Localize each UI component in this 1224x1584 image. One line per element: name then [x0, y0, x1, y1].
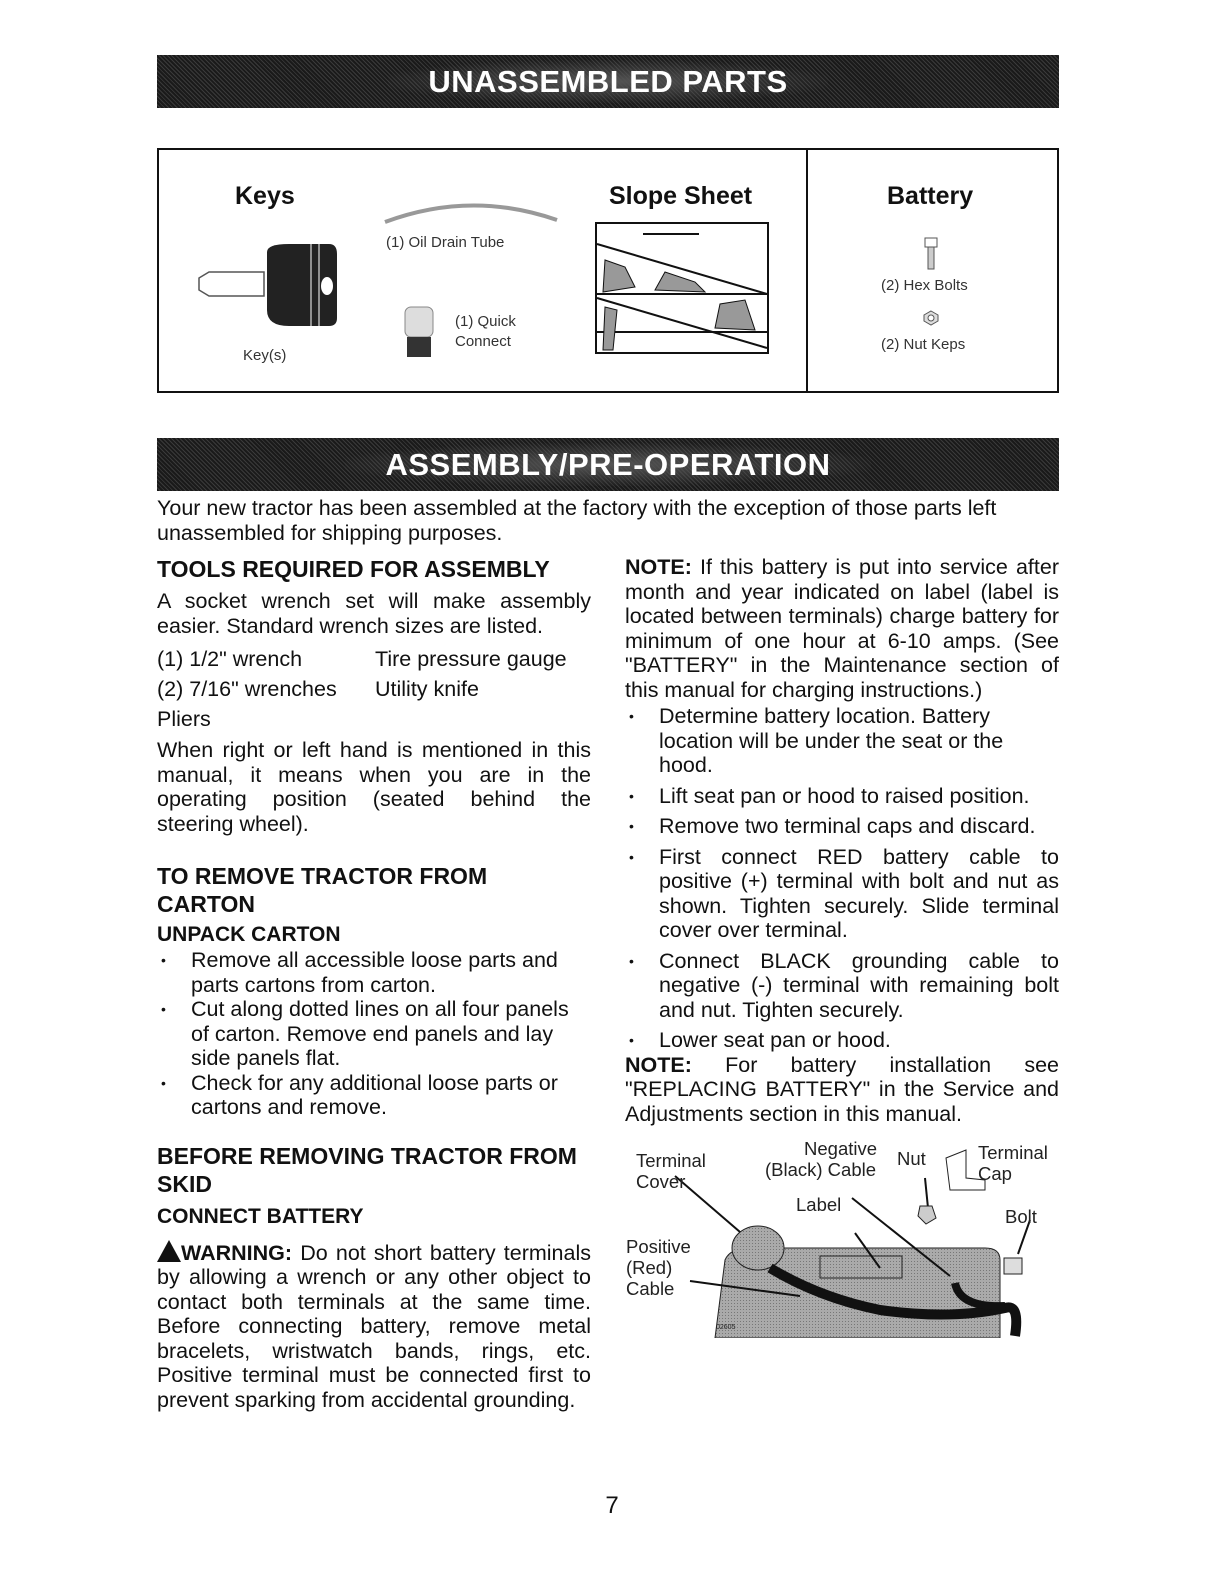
warning-paragraph — [157, 1240, 591, 1413]
note-1 — [625, 555, 1059, 702]
oil-drain-tube-icon — [381, 200, 561, 230]
terminal-cap-label — [978, 1142, 1048, 1184]
left-column — [157, 555, 591, 1412]
tool-item: Tire pressure gauge — [375, 647, 567, 671]
banner-title: ASSEMBLY/PRE-OPERATION — [345, 443, 870, 486]
tools-list — [157, 644, 591, 734]
unpack-list — [157, 948, 591, 1120]
figure-code: 02605 — [716, 1324, 736, 1331]
banner-title: UNASSEMBLED PARTS — [388, 60, 827, 103]
list-item: • Connect BLACK grounding cable to negative (-) terminal with remaining bolt and nut. Tighten securely. — [625, 949, 1059, 1023]
page-number: 7 — [605, 1492, 619, 1519]
nut-label: Nut — [897, 1148, 926, 1169]
unpack-heading: UNPACK CARTON — [157, 923, 341, 946]
connect-heading: CONNECT BATTERY — [157, 1204, 364, 1228]
list-item: • Check for any additional loose parts or cartons and remove. — [157, 1071, 591, 1120]
section-banner-unassembled-parts — [157, 55, 1059, 108]
label-line: Cable — [626, 1278, 675, 1299]
positive-cable-label — [626, 1236, 691, 1299]
divider — [806, 150, 808, 391]
tool-item: Utility knife — [375, 677, 479, 701]
battery-diagram — [620, 1138, 1060, 1338]
tool-item: (1) 1/2" wrench — [157, 647, 303, 671]
section-banner-assembly — [157, 438, 1059, 491]
before-heading: BEFORE REMOVING TRACTOR FROM SKID — [157, 1142, 577, 1197]
hex-bolts-label: (2) Hex Bolts — [881, 277, 968, 294]
terminal-cover-label — [636, 1150, 706, 1192]
hand-text: When right or left hand is mentioned in this manual, it means when you are in the operating position (seated behind the steering wheel). — [157, 738, 591, 836]
tools-text: A socket wrench set will make assembly easier. Standard wrench sizes are listed. — [157, 589, 591, 638]
label-label: Label — [796, 1194, 842, 1215]
list-item: • First connect RED battery cable to positive (+) terminal with bolt and nut as shown. Tighten securely. Slide terminal cover over terminal. — [625, 845, 1059, 943]
label-line: (Black) Cable — [764, 1159, 877, 1180]
warning-label: WARNING: — [181, 1240, 293, 1265]
warning-text: Do not short battery terminals by allowing a wrench or any other object to contact both terminals at the same time. Before connecting battery, remove metal bracelets, wristwatch bands, rings, etc. Positive terminal must be connected first to prevent sparking from accidental grounding. — [157, 1240, 591, 1412]
label-line: Positive — [626, 1236, 691, 1257]
key-icon — [189, 240, 349, 330]
key-label: Key(s) — [243, 347, 287, 364]
keys-heading: Keys — [235, 182, 295, 210]
label-line: Terminal — [978, 1142, 1048, 1163]
label-line: Terminal — [636, 1150, 706, 1171]
slope-sheet-heading: Slope Sheet — [609, 182, 753, 210]
label-line: (1) Quick — [455, 313, 516, 330]
list-item: • Lift seat pan or hood to raised position. — [625, 784, 1059, 809]
note-text: For battery installation see "REPLACING BATTERY" in the Service and Adjustments section in this manual. — [625, 1052, 1059, 1126]
battery-heading: Battery — [887, 182, 974, 210]
unassembled-parts-box — [157, 148, 1059, 393]
list-item: • Determine battery location. Battery location will be under the seat or the hood. — [625, 704, 1059, 778]
note-text: If this battery is put into service after month and year indicated on label (label is located between terminals) charge battery for minimum of one hour at 6-10 amps. (See "BATTERY" in the Maintenance section of this manual for charging instructions.) — [625, 555, 1059, 702]
list-item: • Lower seat pan or hood. — [625, 1028, 1059, 1053]
warning-icon — [157, 1240, 181, 1262]
slope-sheet-image — [595, 222, 769, 354]
battery-steps — [625, 704, 1059, 1053]
nut-keps-icon — [923, 310, 939, 326]
tool-item: (2) 7/16" wrenches — [157, 677, 337, 701]
label-line: Connect — [455, 333, 511, 350]
label-line: Cap — [978, 1163, 1012, 1184]
bolt-label: Bolt — [1005, 1206, 1037, 1227]
tool-item: Pliers — [157, 707, 211, 731]
note-2 — [625, 1053, 1059, 1127]
note-label: NOTE: — [625, 555, 692, 579]
hex-bolt-icon — [923, 236, 939, 272]
remove-heading: TO REMOVE TRACTOR FROM CARTON — [157, 863, 488, 917]
list-item: • Remove all accessible loose parts and parts cartons from carton. — [157, 948, 591, 997]
label-line: (Red) — [626, 1257, 673, 1278]
label-line: Cover — [636, 1171, 686, 1192]
quick-connect-label — [455, 312, 516, 352]
nut-keps-label: (2) Nut Keps — [881, 336, 966, 353]
negative-cable-label — [764, 1138, 877, 1180]
quick-connect-icon — [402, 305, 437, 360]
right-column — [625, 555, 1059, 1338]
list-item: • Cut along dotted lines on all four panels of carton. Remove end panels and lay side panels flat. — [157, 997, 591, 1071]
label-line: Negative — [804, 1138, 878, 1159]
list-item: • Remove two terminal caps and discard. — [625, 814, 1059, 839]
intro-text: Your new tractor has been assembled at the factory with the exception of those parts left unassembled for shipping purposes. — [157, 496, 997, 545]
oil-drain-tube-label: (1) Oil Drain Tube — [386, 234, 505, 251]
tools-heading: TOOLS REQUIRED FOR ASSEMBLY — [157, 556, 550, 582]
note-label: NOTE: — [625, 1052, 692, 1077]
